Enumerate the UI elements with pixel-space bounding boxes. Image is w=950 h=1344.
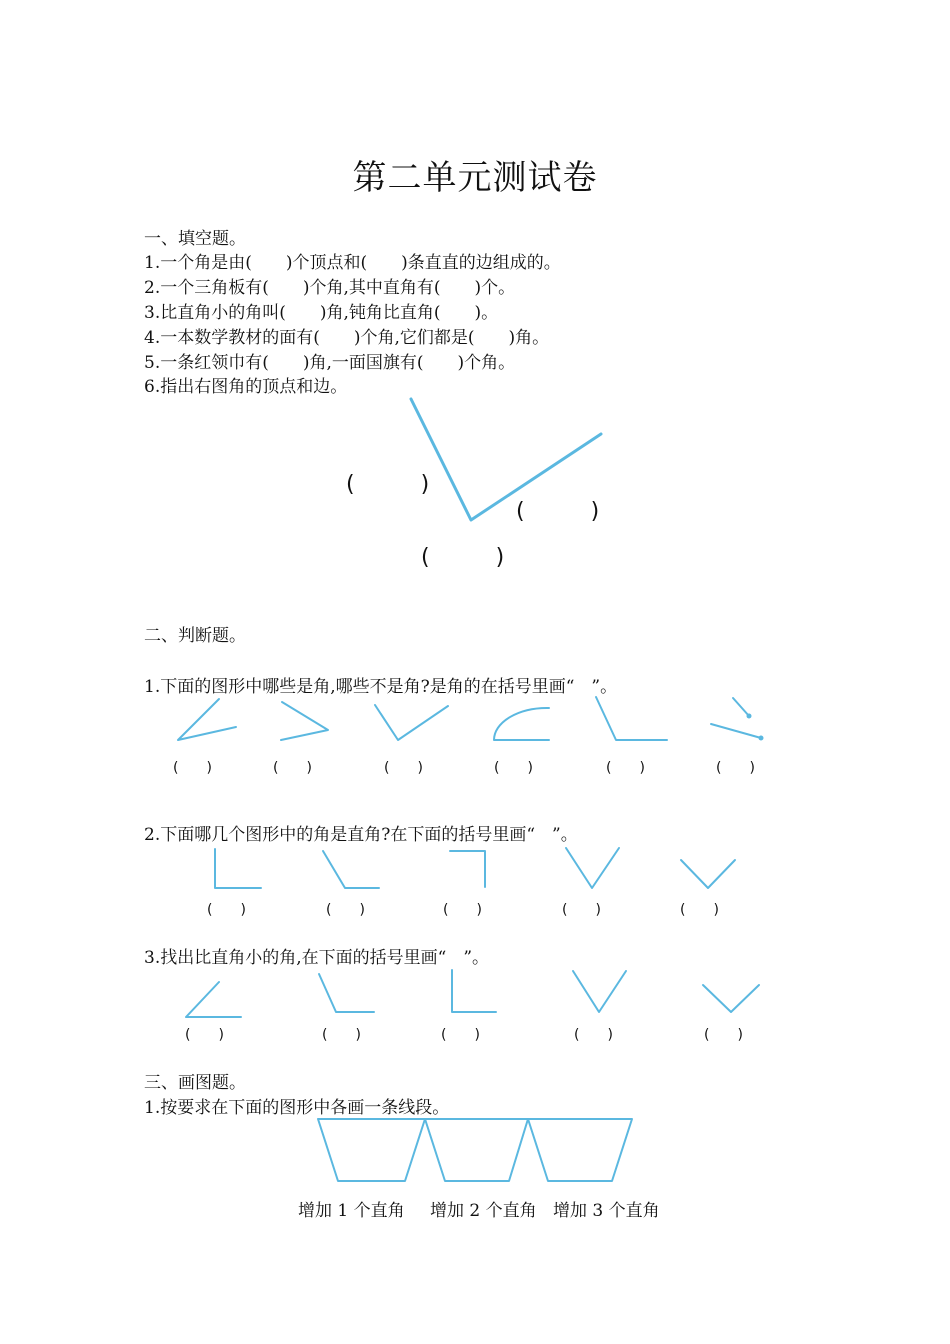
answer-blank-2-1-c[interactable]: ( ) — [384, 760, 423, 776]
shape-2-3-c — [452, 970, 496, 1012]
section-2-heading: 二、判断题。 — [144, 626, 246, 646]
shape-2-2-e — [681, 860, 735, 888]
shape-2-1-d — [494, 708, 549, 740]
question-1-1: 1.一个角是由( )个顶点和( )条直直的边组成的。 — [144, 253, 561, 273]
question-2-1: 1.下面的图形中哪些是角,哪些不是角?是角的在括号里画“ ”。 — [144, 677, 618, 697]
answer-blank-2-2-b[interactable]: ( ) — [326, 902, 365, 918]
answer-blank-2-1-e[interactable]: ( ) — [606, 760, 645, 776]
section-3-heading: 三、画图题。 — [144, 1073, 246, 1093]
answer-blank-2-3-c[interactable]: ( ) — [441, 1027, 480, 1043]
point-dot-1 — [747, 714, 752, 719]
answer-blank-2-2-a[interactable]: ( ) — [207, 902, 246, 918]
question-1-6: 6.指出右图角的顶点和边。 — [144, 377, 348, 397]
shape-2-3-e — [703, 985, 759, 1012]
shape-2-3-d — [573, 971, 626, 1012]
caption-add-1-right-angle: 增加 1 个直角 — [298, 1201, 405, 1221]
shape-2-1-f2 — [711, 724, 761, 738]
section-1-heading: 一、填空题。 — [144, 229, 246, 249]
shape-2-2-a — [215, 849, 261, 888]
question-2-2: 2.下面哪几个图形中的角是直角?在下面的括号里画“ ”。 — [144, 825, 578, 845]
question-1-4: 4.一本数学教材的面有( )个角,它们都是( )角。 — [144, 328, 550, 348]
shape-2-2-b — [323, 851, 379, 888]
trapezoid-2 — [425, 1119, 528, 1181]
answer-blank-2-3-b[interactable]: ( ) — [322, 1027, 361, 1043]
point-dot-2 — [759, 736, 764, 741]
caption-add-2-right-angles: 增加 2 个直角 — [430, 1201, 537, 1221]
answer-blank-2-1-b[interactable]: ( ) — [273, 760, 312, 776]
answer-blank-side-1[interactable]: ( ) — [346, 472, 430, 497]
trapezoid-3 — [528, 1119, 632, 1181]
answer-blank-2-3-d[interactable]: ( ) — [574, 1027, 613, 1043]
trapezoid-1 — [318, 1119, 425, 1181]
question-1-2: 2.一个三角板有( )个角,其中直角有( )个。 — [144, 278, 516, 298]
question-1-5: 5.一条红领巾有( )角,一面国旗有( )个角。 — [144, 353, 516, 373]
answer-blank-2-1-f[interactable]: ( ) — [716, 760, 755, 776]
shape-2-1-f1 — [733, 698, 749, 716]
answer-blank-vertex[interactable]: ( ) — [421, 545, 505, 570]
shape-2-2-c — [450, 851, 485, 887]
shape-2-2-d — [566, 848, 619, 888]
shape-2-1-b — [281, 702, 328, 740]
answer-blank-2-3-a[interactable]: ( ) — [185, 1027, 224, 1043]
answer-blank-2-1-d[interactable]: ( ) — [494, 760, 533, 776]
shape-2-1-c — [375, 705, 448, 740]
question-1-3: 3.比直角小的角叫( )角,钝角比直角( )。 — [144, 303, 499, 323]
caption-add-3-right-angles: 增加 3 个直角 — [553, 1201, 660, 1221]
page-title: 第二单元测试卷 — [352, 158, 598, 198]
shape-2-3-a — [186, 982, 241, 1017]
answer-blank-2-2-c[interactable]: ( ) — [443, 902, 482, 918]
answer-blank-2-2-e[interactable]: ( ) — [680, 902, 719, 918]
question-3-1: 1.按要求在下面的图形中各画一条线段。 — [144, 1098, 450, 1118]
answer-blank-side-2[interactable]: ( ) — [516, 499, 600, 524]
shape-2-1-e — [596, 697, 667, 740]
shape-2-3-b — [319, 974, 374, 1012]
answer-blank-2-2-d[interactable]: ( ) — [562, 902, 601, 918]
answer-blank-2-1-a[interactable]: ( ) — [173, 760, 212, 776]
question-2-3: 3.找出比直角小的角,在下面的括号里画“ ”。 — [144, 948, 490, 968]
shape-2-1-a — [178, 699, 236, 740]
answer-blank-2-3-e[interactable]: ( ) — [704, 1027, 743, 1043]
